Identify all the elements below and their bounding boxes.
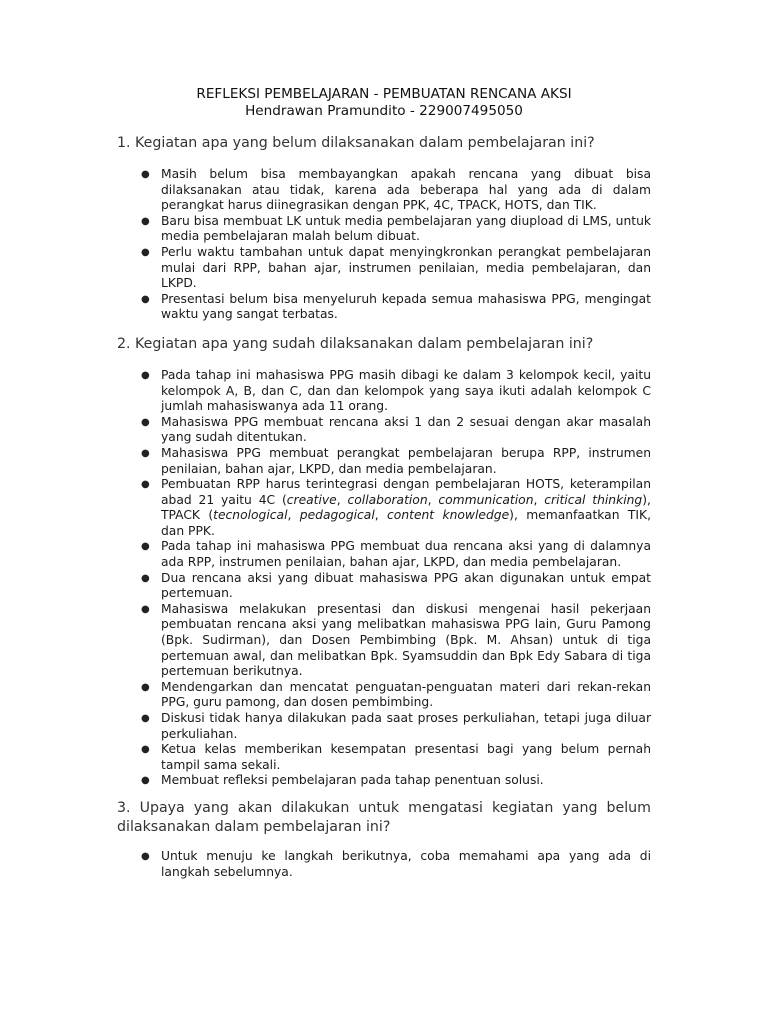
list-item: ● Mahasiswa PPG membuat rencana aksi 1 dan 2 sesuai dengan akar masalah yang sudah ditentukan. xyxy=(141,414,651,445)
bullet-icon: ● xyxy=(141,215,150,227)
question-1-heading: 1. Kegiatan apa yang belum dilaksanakan dalam pembelajaran ini? xyxy=(117,135,595,151)
list-item: ● Presentasi belum bisa menyeluruh kepada semua mahasiswa PPG, mengingat waktu yang sangat terbatas. xyxy=(141,291,651,322)
list-item: ● Membuat refleksi pembelajaran pada tahap penentuan solusi. xyxy=(141,773,544,788)
question-2-heading: 2. Kegiatan apa yang sudah dilaksanakan dalam pembelajaran ini? xyxy=(117,335,594,352)
section-1-list xyxy=(117,167,651,323)
section-3-list xyxy=(117,849,651,880)
bullet-icon: ● xyxy=(141,713,150,724)
bullet-icon: ● xyxy=(141,572,150,584)
section-2-list xyxy=(117,368,651,789)
bullet-icon: ● xyxy=(141,603,150,615)
title-block xyxy=(117,86,651,120)
list-item: ● Mahasiswa PPG membuat perangkat pembelajaran berupa RPP, instrumen penilaian, bahan ajar, LKPD, dan media pembelajaran. xyxy=(141,445,651,476)
list-item: ● Mahasiswa melakukan presentasi dan diskusi mengenai hasil pekerjaan pembuatan rencana aksi yang melibatkan mahasiswa PPG lain, Guru Pamong (Bpk. Sudirman), dan Dosen Pembimbing (Bpk. M. Ahsan) untuk di tiga pertemuan awal, dan melibatkan Bpk. Syamsuddin dan Bpk Edy Sabara di tiga pertemuan berikutnya. xyxy=(141,601,651,679)
list-item: ● Baru bisa membuat LK untuk media pembelajaran yang diupload di LMS, untuk media pembelajaran malah belum dibuat. xyxy=(141,213,651,244)
list-item: ● Perlu waktu tambahan untuk dapat menyingkronkan perangkat pembelajaran mulai dari RPP, bahan ajar, instrumen penilaian, media pembelajaran, dan LKPD. xyxy=(141,244,651,291)
bullet-icon: ● xyxy=(141,850,150,862)
list-item: ● Mendengarkan dan mencatat penguatan-penguatan materi dari rekan-rekan PPG, guru pamong, dan dosen pembimbing. xyxy=(141,679,651,710)
document-author: Hendrawan Pramundito - 229007495050 xyxy=(245,103,523,119)
bullet-icon: ● xyxy=(141,479,150,491)
bullet-icon: ● xyxy=(141,416,150,428)
bullet-icon: ● xyxy=(141,681,150,693)
list-item: ● Diskusi tidak hanya dilakukan pada saat proses perkuliahan, tetapi juga diluar perkuliahan. xyxy=(141,711,651,741)
document-title: REFLEKSI PEMBELAJARAN - PEMBUATAN RENCANA AKSI xyxy=(196,86,572,102)
list-item: ● Masih belum bisa membayangkan apakah rencana yang dibuat bisa dilaksanakan atau tidak, karena ada beberapa hal yang ada di dalam perangkat harus diinegrasikan dengan PPK, 4C, TPACK, HOTS, dan TIK. xyxy=(141,167,651,213)
bullet-icon: ● xyxy=(141,169,150,180)
bullet-icon: ● xyxy=(141,293,150,305)
bullet-icon: ● xyxy=(141,744,150,756)
document-page xyxy=(117,86,651,880)
bullet-icon: ● xyxy=(141,775,150,787)
bullet-icon: ● xyxy=(141,447,150,459)
list-item: ● Pada tahap ini mahasiswa PPG membuat dua rencana aksi yang di dalamnya ada RPP, instrumen penilaian, bahan ajar, LKPD, dan media pembelajaran. xyxy=(141,539,651,570)
list-item: ● Ketua kelas memberikan kesempatan presentasi bagi yang belum pernah tampil sama sekali. xyxy=(141,742,651,772)
bullet-icon: ● xyxy=(141,541,150,553)
list-item: ● Pada tahap ini mahasiswa PPG masih dibagi ke dalam 3 kelompok kecil, yaitu kelompok A, B, dan C, dan dan kelompok yang saya ikuti adalah kelompok C jumlah mahasiswanya ada 11 orang. xyxy=(141,367,651,414)
bullet-icon: ● xyxy=(141,369,150,381)
list-item: ● Dua rencana aksi yang dibuat mahasiswa PPG akan digunakan untuk empat pertemuan. xyxy=(141,570,651,601)
bullet-icon: ● xyxy=(141,246,150,258)
list-item: ● Pembuatan RPP harus terintegrasi dengan pembelajaran HOTS, keterampilan abad 21 yaitu 4C (creative, collaboration, communication, critical thinking), TPACK (tecnological, pedagogical, content knowledge), memanfaatkan TIK, dan PPK. xyxy=(141,477,651,538)
question-3-heading: 3. Upaya yang akan dilakukan untuk mengatasi kegiatan yang belum dilaksanakan dalam pembelajaran ini? xyxy=(117,799,651,835)
list-item: ● Untuk menuju ke langkah berikutnya, coba memahami apa yang ada di langkah sebelumnya. xyxy=(141,848,651,879)
